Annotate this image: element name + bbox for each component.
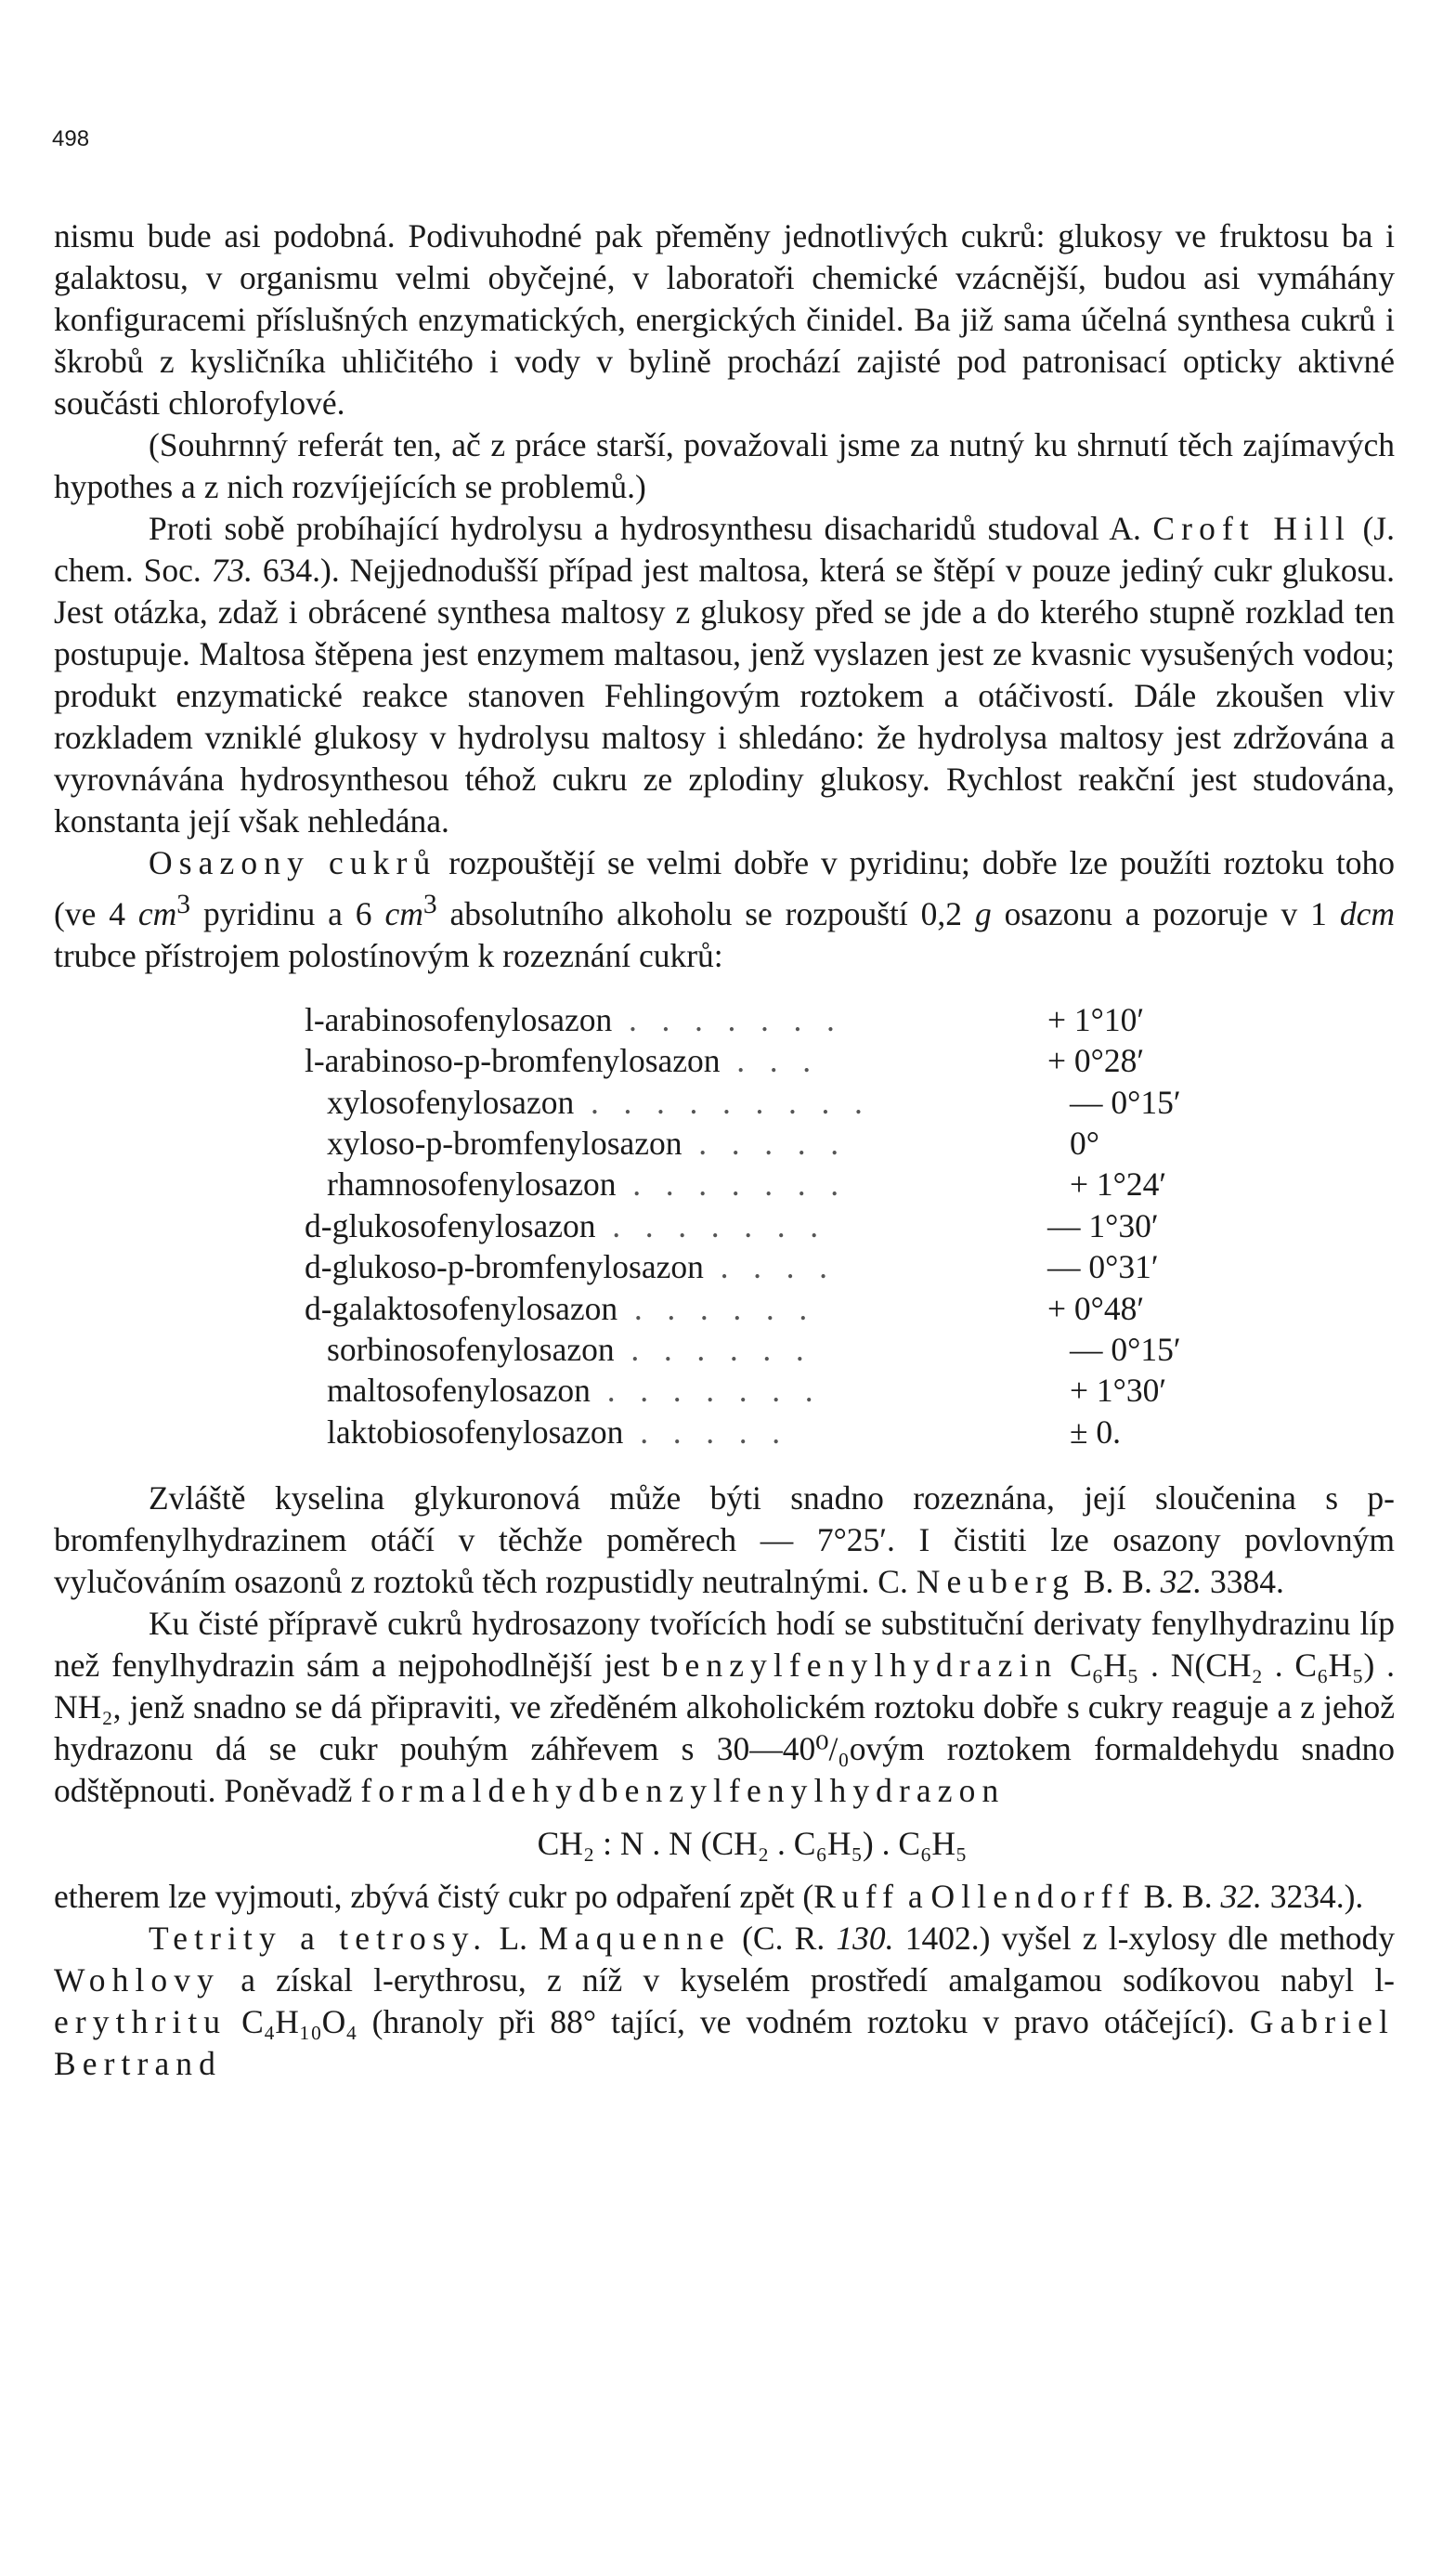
paragraph-2: (Souhrnný referát ten, ač z práce starší, považovali jsme za nutný ku shrnutí těch zajímavých hypothes a z nich rozvíjejících se problemů.) [54, 426, 1395, 505]
osazony-heading: Osazony cukrů [149, 844, 437, 881]
p6-text-2: jenž snadno se dá připraviti, ve zředěném alkoholickém roztoku dobře s cukry reaguje a z jehož hydrazonu dá se cukr pouhým záhřevem s 30—40⁰/₀ovým roztokem formaldehydu snadno odštěpnouti. Poněvadž [54, 1688, 1396, 1810]
leader-dots: . . . . . . . [612, 1000, 843, 1038]
p8-ref-vol: 130. [836, 1920, 894, 1958]
p8-ref-post: 1402.) vyšel z l-xylosy dle methody [904, 1920, 1396, 1958]
p3-lead: Proti sobě probíhající hydrolysu a hydrosynthesu disacharidů studoval A. [149, 510, 1141, 547]
p7-ref-post: 3234.). [1269, 1878, 1364, 1916]
table-cell-compound [305, 1164, 1070, 1205]
p8-ref-pre: (C. R. [742, 1920, 826, 1958]
paragraph-7 [54, 1876, 1395, 1918]
table-cell-rotation: + 1°30′ [1070, 1372, 1167, 1410]
rotation-table [305, 999, 1395, 1452]
table-row [305, 1123, 1395, 1164]
paragraph-6 [54, 1603, 1395, 1812]
table-cell-compound [305, 1412, 1070, 1453]
p7-text-2: a [907, 1878, 923, 1916]
leader-dots: . . . . . . . . . [574, 1083, 871, 1121]
author-gabriel-bertrand: Gabriel Bertrand [54, 2003, 1395, 2083]
table-cell-rotation: + 1°10′ [1047, 1000, 1145, 1038]
p4-unit-cm: cm [137, 894, 177, 932]
leader-dots: . . . . . . [614, 1330, 812, 1368]
leader-dots: . . . . . . . [595, 1206, 827, 1244]
compound-name: maltosofenylosazon [327, 1372, 591, 1410]
p6-formula: C₆H₅ . N(CH₂ . C₆H₅) . NH₂, [54, 1647, 1396, 1726]
p5-ref-post: 3384. [1209, 1563, 1284, 1601]
p3-ref-post: 634.). Nejjednodušší případ jest maltosa, která se štěpí v pouze jediný cukr glukosu. Jest otázka, zdaž i obrácené synthesa maltosy z glukosy před se jde a do kterého stupně rozklad ten postupuje. Maltosa štěpena jest enzymem maltasou, jenž vyslazen jest ze kvasnic vysušených vodou; produkt enzymatické reakce stanoven Fehlingovým roztokem a otáčivostí. Dále zkoušen vliv rozkladem vzniklé glukosy v hydrolysu maltosy i shledáno: že hydrolysa maltosy jest zdržována a vyrovnávána hydrosynthesou téhož cukru ze zplodiny glukosy. Rychlost reakční jest studována, konstanta její však nehledána. [54, 552, 1395, 840]
p5-ref-pre: B. B. [1083, 1563, 1152, 1601]
table-cell-rotation: — 1°30′ [1047, 1206, 1159, 1244]
table-cell-compound [305, 1123, 1070, 1165]
tetrity-heading: Tetrity a tetrosy. [149, 1920, 488, 1958]
author-croft-hill: Croft Hill [1152, 510, 1352, 547]
p4-sup-3-b: 3 [422, 890, 437, 919]
table-cell-compound [305, 999, 1047, 1041]
table-cell-compound [305, 1246, 1047, 1288]
table-cell-rotation: — 0°15′ [1070, 1330, 1181, 1368]
formaldehydbenzylfenylhydrazon-term: formaldehydbenzylfenylhydrazon [360, 1772, 1006, 1810]
table-row [305, 1164, 1395, 1204]
table-row [305, 1288, 1395, 1329]
body-text [54, 215, 1395, 2085]
table-row [305, 1412, 1395, 1452]
table-cell-compound [305, 1288, 1047, 1330]
leader-dots: . . . . . [623, 1413, 788, 1451]
p8-text-3: (hranoly při 88° tající, ve vodném roztoku v pravo otáčející). [371, 2003, 1235, 2041]
author-wohl: Wohlovy [54, 1961, 220, 1999]
p4-text-1: rozpouštějí se velmi dobře v pyridinu; dobře lze použíti roztoku toho (ve 4 [54, 844, 1395, 932]
table-row [305, 1329, 1395, 1370]
p5-ref-vol: 32. [1160, 1563, 1202, 1601]
leader-dots: . . . . [703, 1248, 836, 1286]
p6-text-1: Ku čisté přípravě cukrů hydrosazony tvořících hodí se substituční derivaty fenylhydrazinu líp než fenylhydrazin sám a nejpohodlnější jest [54, 1605, 1395, 1685]
compound-name: xylosofenylosazon [327, 1083, 575, 1121]
p7-ref-vol: 32. [1220, 1878, 1262, 1916]
table-cell-rotation: ± 0. [1070, 1413, 1121, 1451]
table-row [305, 1205, 1395, 1246]
compound-name: xyloso-p-bromfenylosazon [327, 1125, 682, 1162]
author-ollendorff: Ollendorff [930, 1878, 1136, 1916]
table-cell-rotation: — 0°31′ [1047, 1248, 1159, 1286]
table-cell-compound [305, 1082, 1070, 1124]
p4-text-4: osazonu a pozoruje v 1 [1004, 894, 1327, 932]
p7-ref-pre: B. B. [1143, 1878, 1213, 1916]
author-ruff: Ruff [813, 1878, 901, 1916]
compound-name: l-arabinosofenylosazon [305, 1000, 613, 1038]
compound-name: d-galaktosofenylosazon [305, 1289, 618, 1327]
paragraph-4 [54, 842, 1395, 977]
table-row [305, 1082, 1395, 1123]
table-cell-rotation: 0° [1070, 1125, 1099, 1162]
p4-unit-g: g [974, 894, 992, 932]
leader-dots: . . . . . . . [590, 1372, 822, 1410]
p4-text-2: pyridinu a 6 [202, 894, 372, 932]
table-cell-rotation: — 0°15′ [1070, 1083, 1181, 1121]
author-neuberg: Neuberg [916, 1563, 1075, 1601]
paragraph-1: nismu bude asi podobná. Podivuhodné pak přeměny jednotlivých cukrů: glukosy ve fruktosu ba i galaktosu, v organismu velmi obyčejné, v laboratoři chemické vzácnější, budou asi vymáhány konfiguracemi příslušných enzymatických, energických činidel. Ba již sama účelná synthesa cukrů i škrobů z kysličníka uhličitého i vody v bylině prochází zajisté pod patronisací opticky aktivné součásti chlorofylové. [54, 217, 1395, 422]
table-row [305, 1246, 1395, 1287]
leader-dots: . . . . . [682, 1125, 848, 1162]
table-row [305, 1370, 1395, 1411]
p4-unit-dcm: dcm [1339, 894, 1395, 932]
compound-name: laktobiosofenylosazon [327, 1413, 624, 1451]
p4-sup-3: 3 [176, 890, 191, 919]
formula-line: CH₂ : N . N (CH₂ . C₆H₅) . C₆H₅ [537, 1825, 968, 1863]
leader-dots: . . . . . . [618, 1289, 816, 1327]
table-cell-compound [305, 1329, 1070, 1371]
p4-text-5: trubce přístrojem polostínovým k rozeznání cukrů: [54, 936, 723, 974]
table-cell-compound [305, 1205, 1047, 1247]
p7-text-1: etherem lze vyjmouti, zbývá čistý cukr po odpaření zpět ( [54, 1878, 814, 1916]
leader-dots: . . . [720, 1042, 820, 1080]
table-cell-compound [305, 1370, 1070, 1412]
compound-name: l-arabinoso-p-bromfenylosazon [305, 1042, 721, 1080]
p8-formula: C₄H₁₀O₄ [241, 2003, 358, 2041]
author-maquenne: Maquenne [539, 1920, 731, 1958]
p4-text-3: absolutního alkoholu se rozpouští 0,2 [449, 894, 963, 932]
benzylfenylhydrazin-term: benzylfenylhydrazin [661, 1647, 1059, 1685]
p4-unit-cm-2: cm [384, 894, 423, 932]
paragraph-3 [54, 508, 1395, 842]
p5-text: Zvláště kyselina glykuronová může býti snadno rozeznána, její sloučenina s p-bromfenylhydrazinem otáčí v těchže poměrech — 7°25′. I čistiti lze osazony povlovným vylučováním osazonů z roztoků těch rozpustidly neutralnými. C. [54, 1479, 1395, 1601]
compound-name: d-glukoso-p-bromfenylosazon [305, 1248, 704, 1286]
paragraph-5 [54, 1478, 1395, 1603]
erythritu-term: erythritu [54, 2003, 228, 2041]
p3-ref-vol: 73. [211, 552, 254, 589]
paragraph-8 [54, 1918, 1395, 2085]
p8-text-1: L. [499, 1920, 528, 1958]
table-cell-compound [305, 1040, 1047, 1082]
table-row [305, 999, 1395, 1040]
page-number: 498 [52, 126, 90, 151]
table-row [305, 1040, 1395, 1081]
compound-name: sorbinosofenylosazon [327, 1330, 615, 1368]
table-cell-rotation: + 0°28′ [1047, 1042, 1145, 1080]
compound-name: rhamnosofenylosazon [327, 1165, 617, 1204]
p3-ref-pre: (J. chem. Soc. [54, 510, 1395, 589]
table-cell-rotation: + 0°48′ [1047, 1289, 1145, 1327]
leader-dots: . . . . . . . [616, 1165, 848, 1204]
table-cell-rotation: + 1°24′ [1070, 1165, 1167, 1204]
p8-text-2: a získal l-erythrosu, z níž v kyselém prostředí amalgamou sodíkovou nabyl l- [240, 1961, 1395, 1999]
compound-name: d-glukosofenylosazon [305, 1206, 596, 1244]
